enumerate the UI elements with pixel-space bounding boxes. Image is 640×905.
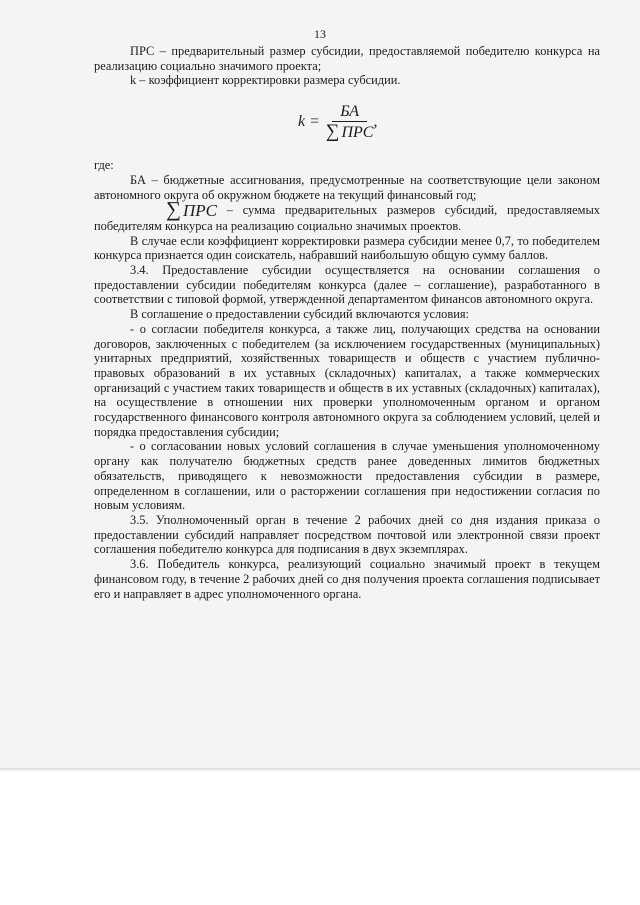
paragraph-3-6: 3.6. Победитель конкурса, реализующий социально значимый проект в текущем финансовом году, в течение 2 рабочих дней со дня получения проекта соглашения подписывает его и направляет в адрес уполномоченного органа.	[94, 557, 600, 601]
paragraph-ba-definition: БА – бюджетные ассигнования, предусмотренные на соответствующие цели законом автономного округа об окружном бюджете на текущий финансовый год;	[94, 172, 600, 202]
paragraph-sum-prs-definition	[94, 197, 600, 233]
page-edge-shadow	[0, 768, 640, 772]
page-number: 13	[314, 27, 326, 41]
paragraph-3-5: 3.5. Уполномоченный орган в течение 2 рабочих дней со дня издания приказа о предоставлении субсидий направляет посредством почтовой или электронной связи проект соглашения победителю конкурса для подписания в двух экземплярах.	[94, 512, 600, 557]
formula-fraction	[326, 102, 374, 143]
sum-prs-text: – сумма предварительных размеров субсидий, предоставляемых победителям конкурса на реализацию социально значимых проектов.	[94, 203, 600, 233]
inline-formula-sum-prs	[130, 197, 217, 222]
paragraph-3-4: 3.4. Предоставление субсидии осуществляется на основании соглашения о предоставлении субсидии победителям конкурса (далее – соглашение), разработанного в соответствии с типовой формой, утвержденной департаментом финансов автономного округа.	[94, 263, 600, 307]
paragraph-conditions-intro: В соглашение о предоставлении субсидий включаются условия:	[130, 307, 469, 322]
where-label: где:	[94, 158, 114, 173]
paragraph-condition-new-terms: - о согласовании новых условий соглашения в случае уменьшения уполномоченному органу как получателю бюджетных средств ранее доведенных лимитов бюджетных обязательств, приводящего к невозможности предоставления субсидии в размере, определенном в соглашении, или о расторжении соглашения при недостижении согласия по новым условиям.	[94, 439, 600, 513]
formula-trailing-comma: ,	[373, 113, 378, 131]
formula-k	[298, 102, 377, 143]
inline-formula-term: ПРС	[182, 201, 217, 221]
paragraph-k-definition: k – коэффициент корректировки размера субсидии.	[130, 73, 401, 88]
sigma-symbol-inline: ∑	[166, 197, 181, 222]
paragraph-condition-consent: - о согласии победителя конкурса, а также лиц, получающих средства на основании договоров, заключенных с победителем (за исключением государственных (муниципальных) унитарных предприятий, хозяйственных товариществ и обществ с участием публично-правовых образований в их уставных (складочных) капиталах, а также коммерческих организаций с участием таких товариществ и обществ в их уставных (складочных) капиталах), на осуществление в отношении них проверки уполномоченным органом и органом государственного финансового контроля автономного округа за соблюдением условий, целей и порядка предоставления субсидии;	[94, 321, 600, 439]
document-body	[94, 44, 600, 601]
formula-block	[94, 88, 600, 158]
formula-denominator	[326, 122, 374, 143]
sigma-symbol: ∑	[325, 121, 340, 143]
formula-denominator-term: ПРС	[341, 124, 374, 142]
formula-lhs: k =	[298, 113, 320, 131]
paragraph-coefficient-rule: В случае если коэффициент корректировки размера субсидии менее 0,7, то победителем конкурса признается один соискатель, набравший наибольшую общую сумму баллов.	[94, 233, 600, 263]
paragraph-prs-definition: ПРС – предварительный размер субсидии, предоставляемой победителю конкурса на реализацию социально значимого проекта;	[94, 44, 600, 73]
formula-numerator: БА	[332, 102, 367, 122]
